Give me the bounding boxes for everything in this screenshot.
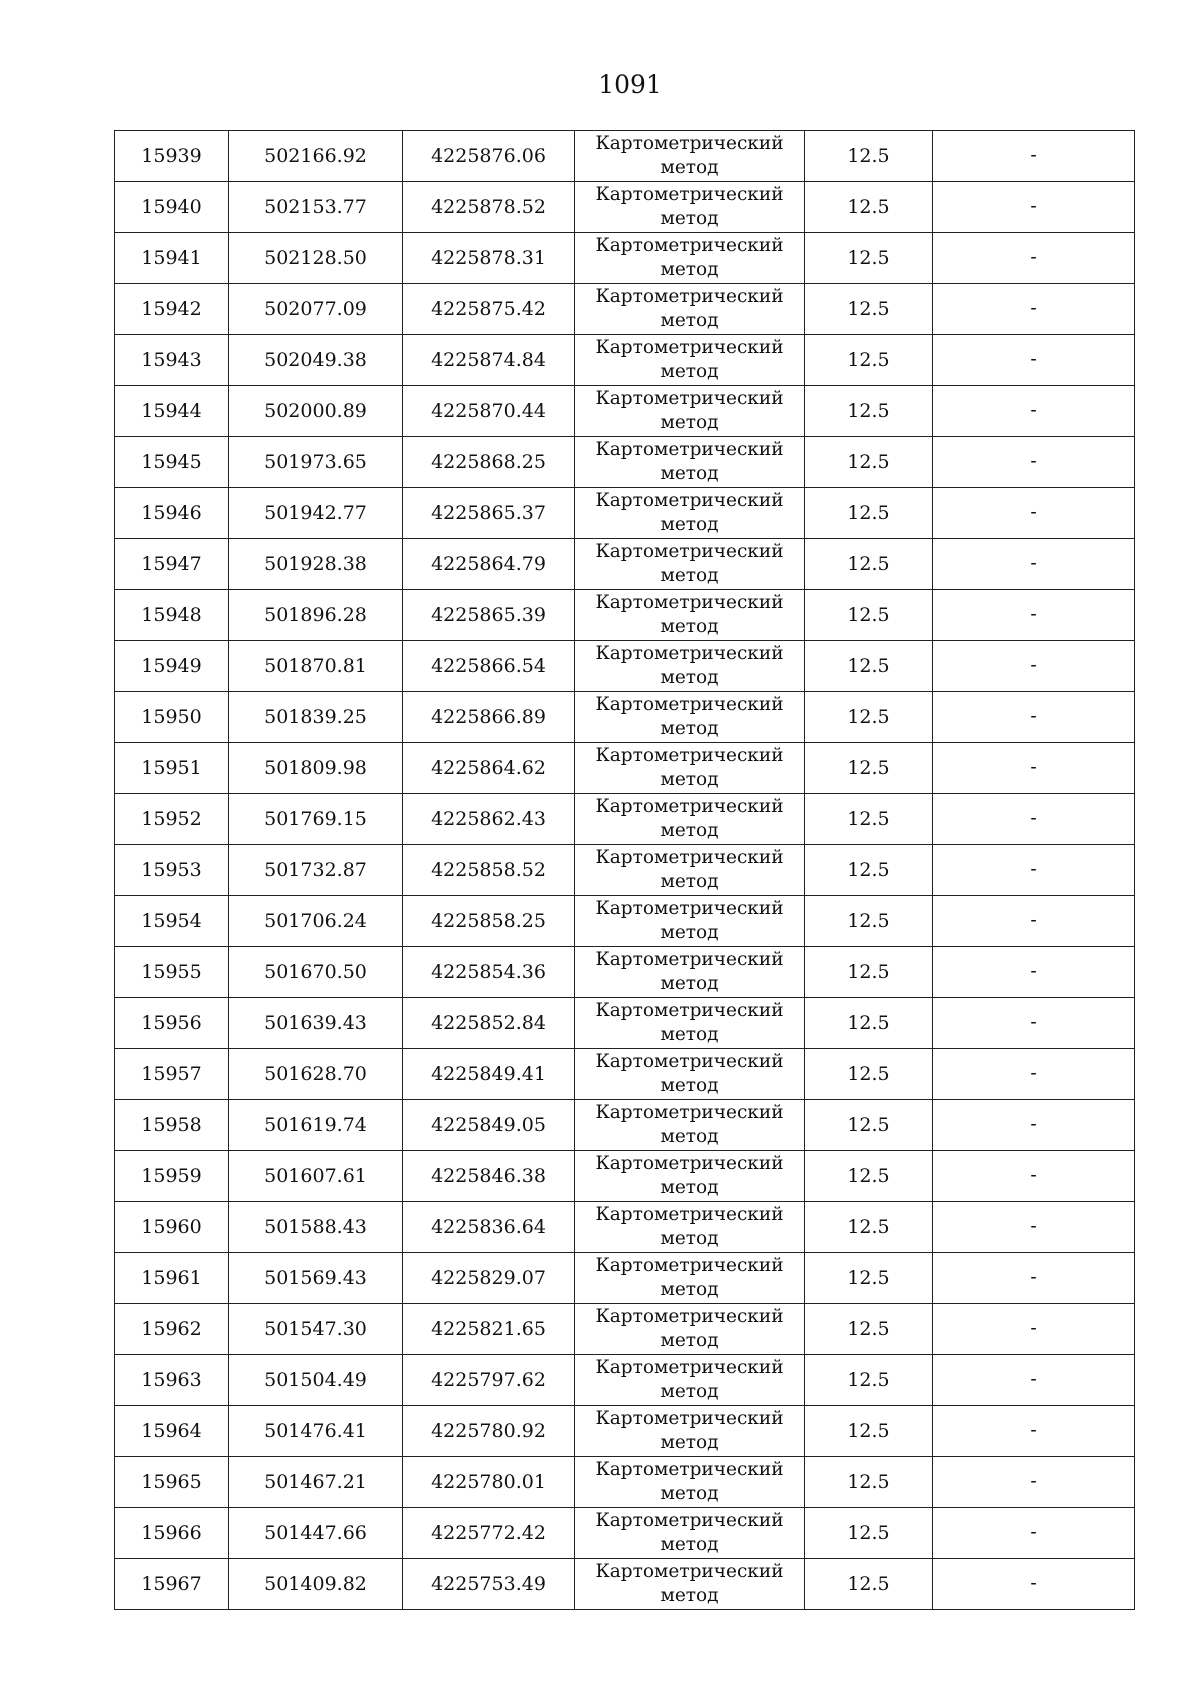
method-line-1: Картометрический	[595, 1153, 784, 1174]
y-coordinate-cell: 4225846.38	[403, 1151, 575, 1202]
y-coordinate-cell: 4225866.54	[403, 641, 575, 692]
coordinates-table-body	[115, 131, 1135, 1610]
x-coordinate-cell: 502077.09	[229, 284, 403, 335]
y-coordinate-cell: 4225854.36	[403, 947, 575, 998]
method-line-2: метод	[660, 1330, 719, 1351]
note-cell: -	[933, 1253, 1135, 1304]
y-coordinate-cell: 4225858.52	[403, 845, 575, 896]
note-cell: -	[933, 284, 1135, 335]
point-number-cell: 15943	[115, 335, 229, 386]
y-coordinate-cell: 4225864.62	[403, 743, 575, 794]
note-cell: -	[933, 131, 1135, 182]
method-cell	[575, 947, 805, 998]
method-line-2: метод	[660, 820, 719, 841]
method-line-1: Картометрический	[595, 490, 784, 511]
method-line-1: Картометрический	[595, 643, 784, 664]
method-line-2: метод	[660, 871, 719, 892]
method-line-1: Картометрический	[595, 592, 784, 613]
method-line-1: Картометрический	[595, 184, 784, 205]
table-row	[115, 590, 1135, 641]
x-coordinate-cell: 501839.25	[229, 692, 403, 743]
y-coordinate-cell: 4225852.84	[403, 998, 575, 1049]
method-line-2: метод	[660, 310, 719, 331]
table-row	[115, 1202, 1135, 1253]
method-cell	[575, 641, 805, 692]
method-line-1: Картометрический	[595, 1408, 784, 1429]
accuracy-cell: 12.5	[805, 488, 933, 539]
point-number-cell: 15940	[115, 182, 229, 233]
method-line-1: Картометрический	[595, 133, 784, 154]
method-line-1: Картометрический	[595, 1306, 784, 1327]
y-coordinate-cell: 4225866.89	[403, 692, 575, 743]
point-number-cell: 15941	[115, 233, 229, 284]
method-cell	[575, 131, 805, 182]
point-number-cell: 15964	[115, 1406, 229, 1457]
method-cell	[575, 1304, 805, 1355]
point-number-cell: 15953	[115, 845, 229, 896]
method-cell	[575, 1100, 805, 1151]
method-line-1: Картометрический	[595, 745, 784, 766]
accuracy-cell: 12.5	[805, 1100, 933, 1151]
table-row	[115, 896, 1135, 947]
x-coordinate-cell: 501628.70	[229, 1049, 403, 1100]
table-row	[115, 1457, 1135, 1508]
method-line-2: метод	[660, 565, 719, 586]
point-number-cell: 15966	[115, 1508, 229, 1559]
y-coordinate-cell: 4225878.52	[403, 182, 575, 233]
method-line-2: метод	[660, 718, 719, 739]
table-row	[115, 488, 1135, 539]
method-line-1: Картометрический	[595, 1051, 784, 1072]
method-cell	[575, 1355, 805, 1406]
accuracy-cell: 12.5	[805, 1457, 933, 1508]
method-line-2: метод	[660, 1177, 719, 1198]
y-coordinate-cell: 4225865.39	[403, 590, 575, 641]
method-line-2: метод	[660, 157, 719, 178]
accuracy-cell: 12.5	[805, 845, 933, 896]
point-number-cell: 15959	[115, 1151, 229, 1202]
method-cell	[575, 794, 805, 845]
method-line-1: Картометрический	[595, 286, 784, 307]
note-cell: -	[933, 896, 1135, 947]
y-coordinate-cell: 4225753.49	[403, 1559, 575, 1610]
accuracy-cell: 12.5	[805, 1406, 933, 1457]
y-coordinate-cell: 4225878.31	[403, 233, 575, 284]
method-line-1: Картометрический	[595, 1357, 784, 1378]
method-cell	[575, 233, 805, 284]
table-row	[115, 1253, 1135, 1304]
y-coordinate-cell: 4225862.43	[403, 794, 575, 845]
x-coordinate-cell: 501896.28	[229, 590, 403, 641]
table-row	[115, 845, 1135, 896]
x-coordinate-cell: 501569.43	[229, 1253, 403, 1304]
method-line-1: Картометрический	[595, 694, 784, 715]
method-cell	[575, 539, 805, 590]
x-coordinate-cell: 502049.38	[229, 335, 403, 386]
method-line-2: метод	[660, 514, 719, 535]
method-cell	[575, 998, 805, 1049]
point-number-cell: 15951	[115, 743, 229, 794]
y-coordinate-cell: 4225875.42	[403, 284, 575, 335]
accuracy-cell: 12.5	[805, 590, 933, 641]
method-line-2: метод	[660, 1432, 719, 1453]
method-line-1: Картометрический	[595, 949, 784, 970]
method-line-2: метод	[660, 1534, 719, 1555]
accuracy-cell: 12.5	[805, 1355, 933, 1406]
accuracy-cell: 12.5	[805, 182, 933, 233]
table-row	[115, 1559, 1135, 1610]
method-line-1: Картометрический	[595, 1255, 784, 1276]
accuracy-cell: 12.5	[805, 1202, 933, 1253]
x-coordinate-cell: 501769.15	[229, 794, 403, 845]
method-line-2: метод	[660, 259, 719, 280]
method-line-1: Картометрический	[595, 1459, 784, 1480]
table-row	[115, 539, 1135, 590]
point-number-cell: 15949	[115, 641, 229, 692]
x-coordinate-cell: 501732.87	[229, 845, 403, 896]
table-row	[115, 284, 1135, 335]
y-coordinate-cell: 4225829.07	[403, 1253, 575, 1304]
accuracy-cell: 12.5	[805, 386, 933, 437]
accuracy-cell: 12.5	[805, 233, 933, 284]
x-coordinate-cell: 501809.98	[229, 743, 403, 794]
accuracy-cell: 12.5	[805, 1559, 933, 1610]
x-coordinate-cell: 501973.65	[229, 437, 403, 488]
accuracy-cell: 12.5	[805, 1304, 933, 1355]
method-line-2: метод	[660, 667, 719, 688]
accuracy-cell: 12.5	[805, 1151, 933, 1202]
method-cell	[575, 692, 805, 743]
method-line-2: метод	[660, 463, 719, 484]
method-line-2: метод	[660, 1126, 719, 1147]
note-cell: -	[933, 794, 1135, 845]
x-coordinate-cell: 501870.81	[229, 641, 403, 692]
table-row	[115, 1100, 1135, 1151]
point-number-cell: 15954	[115, 896, 229, 947]
accuracy-cell: 12.5	[805, 284, 933, 335]
x-coordinate-cell: 502153.77	[229, 182, 403, 233]
point-number-cell: 15950	[115, 692, 229, 743]
y-coordinate-cell: 4225797.62	[403, 1355, 575, 1406]
x-coordinate-cell: 501467.21	[229, 1457, 403, 1508]
page-number: 1091	[598, 70, 662, 99]
method-line-2: метод	[660, 922, 719, 943]
table-row	[115, 1508, 1135, 1559]
table-row	[115, 743, 1135, 794]
method-line-2: метод	[660, 1228, 719, 1249]
table-row	[115, 1304, 1135, 1355]
method-cell	[575, 1406, 805, 1457]
note-cell: -	[933, 1049, 1135, 1100]
accuracy-cell: 12.5	[805, 1253, 933, 1304]
point-number-cell: 15945	[115, 437, 229, 488]
y-coordinate-cell: 4225821.65	[403, 1304, 575, 1355]
accuracy-cell: 12.5	[805, 743, 933, 794]
y-coordinate-cell: 4225864.79	[403, 539, 575, 590]
table-row	[115, 641, 1135, 692]
accuracy-cell: 12.5	[805, 794, 933, 845]
note-cell: -	[933, 1457, 1135, 1508]
note-cell: -	[933, 1304, 1135, 1355]
method-line-1: Картометрический	[595, 1000, 784, 1021]
method-line-1: Картометрический	[595, 1561, 784, 1582]
x-coordinate-cell: 501409.82	[229, 1559, 403, 1610]
accuracy-cell: 12.5	[805, 437, 933, 488]
accuracy-cell: 12.5	[805, 1508, 933, 1559]
note-cell: -	[933, 743, 1135, 794]
table-row	[115, 386, 1135, 437]
method-cell	[575, 437, 805, 488]
method-cell	[575, 1151, 805, 1202]
point-number-cell: 15952	[115, 794, 229, 845]
y-coordinate-cell: 4225836.64	[403, 1202, 575, 1253]
accuracy-cell: 12.5	[805, 641, 933, 692]
method-cell	[575, 1049, 805, 1100]
x-coordinate-cell: 502166.92	[229, 131, 403, 182]
method-line-2: метод	[660, 1381, 719, 1402]
method-line-2: метод	[660, 412, 719, 433]
note-cell: -	[933, 1202, 1135, 1253]
accuracy-cell: 12.5	[805, 998, 933, 1049]
y-coordinate-cell: 4225876.06	[403, 131, 575, 182]
point-number-cell: 15946	[115, 488, 229, 539]
method-line-2: метод	[660, 208, 719, 229]
note-cell: -	[933, 539, 1135, 590]
accuracy-cell: 12.5	[805, 131, 933, 182]
method-cell	[575, 743, 805, 794]
method-line-2: метод	[660, 1585, 719, 1606]
method-cell	[575, 1202, 805, 1253]
method-cell	[575, 590, 805, 641]
point-number-cell: 15962	[115, 1304, 229, 1355]
method-line-1: Картометрический	[595, 1204, 784, 1225]
y-coordinate-cell: 4225870.44	[403, 386, 575, 437]
y-coordinate-cell: 4225849.05	[403, 1100, 575, 1151]
y-coordinate-cell: 4225849.41	[403, 1049, 575, 1100]
method-line-1: Картометрический	[595, 388, 784, 409]
x-coordinate-cell: 501504.49	[229, 1355, 403, 1406]
point-number-cell: 15944	[115, 386, 229, 437]
table-row	[115, 1355, 1135, 1406]
point-number-cell: 15958	[115, 1100, 229, 1151]
point-number-cell: 15956	[115, 998, 229, 1049]
method-line-2: метод	[660, 1483, 719, 1504]
point-number-cell: 15960	[115, 1202, 229, 1253]
method-line-1: Картометрический	[595, 1510, 784, 1531]
y-coordinate-cell: 4225865.37	[403, 488, 575, 539]
x-coordinate-cell: 501476.41	[229, 1406, 403, 1457]
method-cell	[575, 182, 805, 233]
method-line-1: Картометрический	[595, 898, 784, 919]
table-row	[115, 1049, 1135, 1100]
y-coordinate-cell: 4225780.01	[403, 1457, 575, 1508]
note-cell: -	[933, 1100, 1135, 1151]
method-cell	[575, 284, 805, 335]
note-cell: -	[933, 335, 1135, 386]
method-line-2: метод	[660, 769, 719, 790]
accuracy-cell: 12.5	[805, 335, 933, 386]
point-number-cell: 15965	[115, 1457, 229, 1508]
point-number-cell: 15955	[115, 947, 229, 998]
point-number-cell: 15948	[115, 590, 229, 641]
x-coordinate-cell: 501447.66	[229, 1508, 403, 1559]
note-cell: -	[933, 641, 1135, 692]
note-cell: -	[933, 488, 1135, 539]
accuracy-cell: 12.5	[805, 692, 933, 743]
y-coordinate-cell: 4225874.84	[403, 335, 575, 386]
table-row	[115, 1151, 1135, 1202]
method-cell	[575, 1457, 805, 1508]
point-number-cell: 15939	[115, 131, 229, 182]
table-row	[115, 794, 1135, 845]
method-line-2: метод	[660, 616, 719, 637]
x-coordinate-cell: 501607.61	[229, 1151, 403, 1202]
point-number-cell: 15961	[115, 1253, 229, 1304]
y-coordinate-cell: 4225858.25	[403, 896, 575, 947]
note-cell: -	[933, 845, 1135, 896]
note-cell: -	[933, 386, 1135, 437]
note-cell: -	[933, 182, 1135, 233]
coordinates-table	[114, 130, 1135, 1610]
method-line-2: метод	[660, 361, 719, 382]
method-cell	[575, 1508, 805, 1559]
x-coordinate-cell: 502128.50	[229, 233, 403, 284]
table-row	[115, 335, 1135, 386]
method-cell	[575, 896, 805, 947]
method-line-1: Картометрический	[595, 847, 784, 868]
method-cell	[575, 1253, 805, 1304]
point-number-cell: 15957	[115, 1049, 229, 1100]
y-coordinate-cell: 4225780.92	[403, 1406, 575, 1457]
method-cell	[575, 1559, 805, 1610]
note-cell: -	[933, 692, 1135, 743]
table-row	[115, 1406, 1135, 1457]
method-line-1: Картометрический	[595, 235, 784, 256]
method-line-2: метод	[660, 1024, 719, 1045]
method-line-2: метод	[660, 973, 719, 994]
x-coordinate-cell: 501639.43	[229, 998, 403, 1049]
y-coordinate-cell: 4225772.42	[403, 1508, 575, 1559]
note-cell: -	[933, 1151, 1135, 1202]
table-row	[115, 692, 1135, 743]
table-row	[115, 437, 1135, 488]
point-number-cell: 15963	[115, 1355, 229, 1406]
point-number-cell: 15942	[115, 284, 229, 335]
method-line-1: Картометрический	[595, 439, 784, 460]
accuracy-cell: 12.5	[805, 539, 933, 590]
note-cell: -	[933, 233, 1135, 284]
method-cell	[575, 335, 805, 386]
note-cell: -	[933, 1355, 1135, 1406]
method-cell	[575, 386, 805, 437]
method-line-2: метод	[660, 1075, 719, 1096]
accuracy-cell: 12.5	[805, 947, 933, 998]
x-coordinate-cell: 501942.77	[229, 488, 403, 539]
method-cell	[575, 845, 805, 896]
note-cell: -	[933, 1559, 1135, 1610]
point-number-cell: 15947	[115, 539, 229, 590]
table-row	[115, 233, 1135, 284]
x-coordinate-cell: 502000.89	[229, 386, 403, 437]
x-coordinate-cell: 501619.74	[229, 1100, 403, 1151]
note-cell: -	[933, 947, 1135, 998]
note-cell: -	[933, 1508, 1135, 1559]
note-cell: -	[933, 998, 1135, 1049]
x-coordinate-cell: 501706.24	[229, 896, 403, 947]
table-row	[115, 182, 1135, 233]
note-cell: -	[933, 1406, 1135, 1457]
y-coordinate-cell: 4225868.25	[403, 437, 575, 488]
x-coordinate-cell: 501670.50	[229, 947, 403, 998]
table-row	[115, 131, 1135, 182]
x-coordinate-cell: 501547.30	[229, 1304, 403, 1355]
x-coordinate-cell: 501588.43	[229, 1202, 403, 1253]
accuracy-cell: 12.5	[805, 1049, 933, 1100]
table-row	[115, 998, 1135, 1049]
method-line-1: Картометрический	[595, 337, 784, 358]
note-cell: -	[933, 437, 1135, 488]
method-line-1: Картометрический	[595, 541, 784, 562]
note-cell: -	[933, 590, 1135, 641]
method-line-2: метод	[660, 1279, 719, 1300]
x-coordinate-cell: 501928.38	[229, 539, 403, 590]
method-cell	[575, 488, 805, 539]
method-line-1: Картометрический	[595, 1102, 784, 1123]
method-line-1: Картометрический	[595, 796, 784, 817]
point-number-cell: 15967	[115, 1559, 229, 1610]
table-row	[115, 947, 1135, 998]
accuracy-cell: 12.5	[805, 896, 933, 947]
